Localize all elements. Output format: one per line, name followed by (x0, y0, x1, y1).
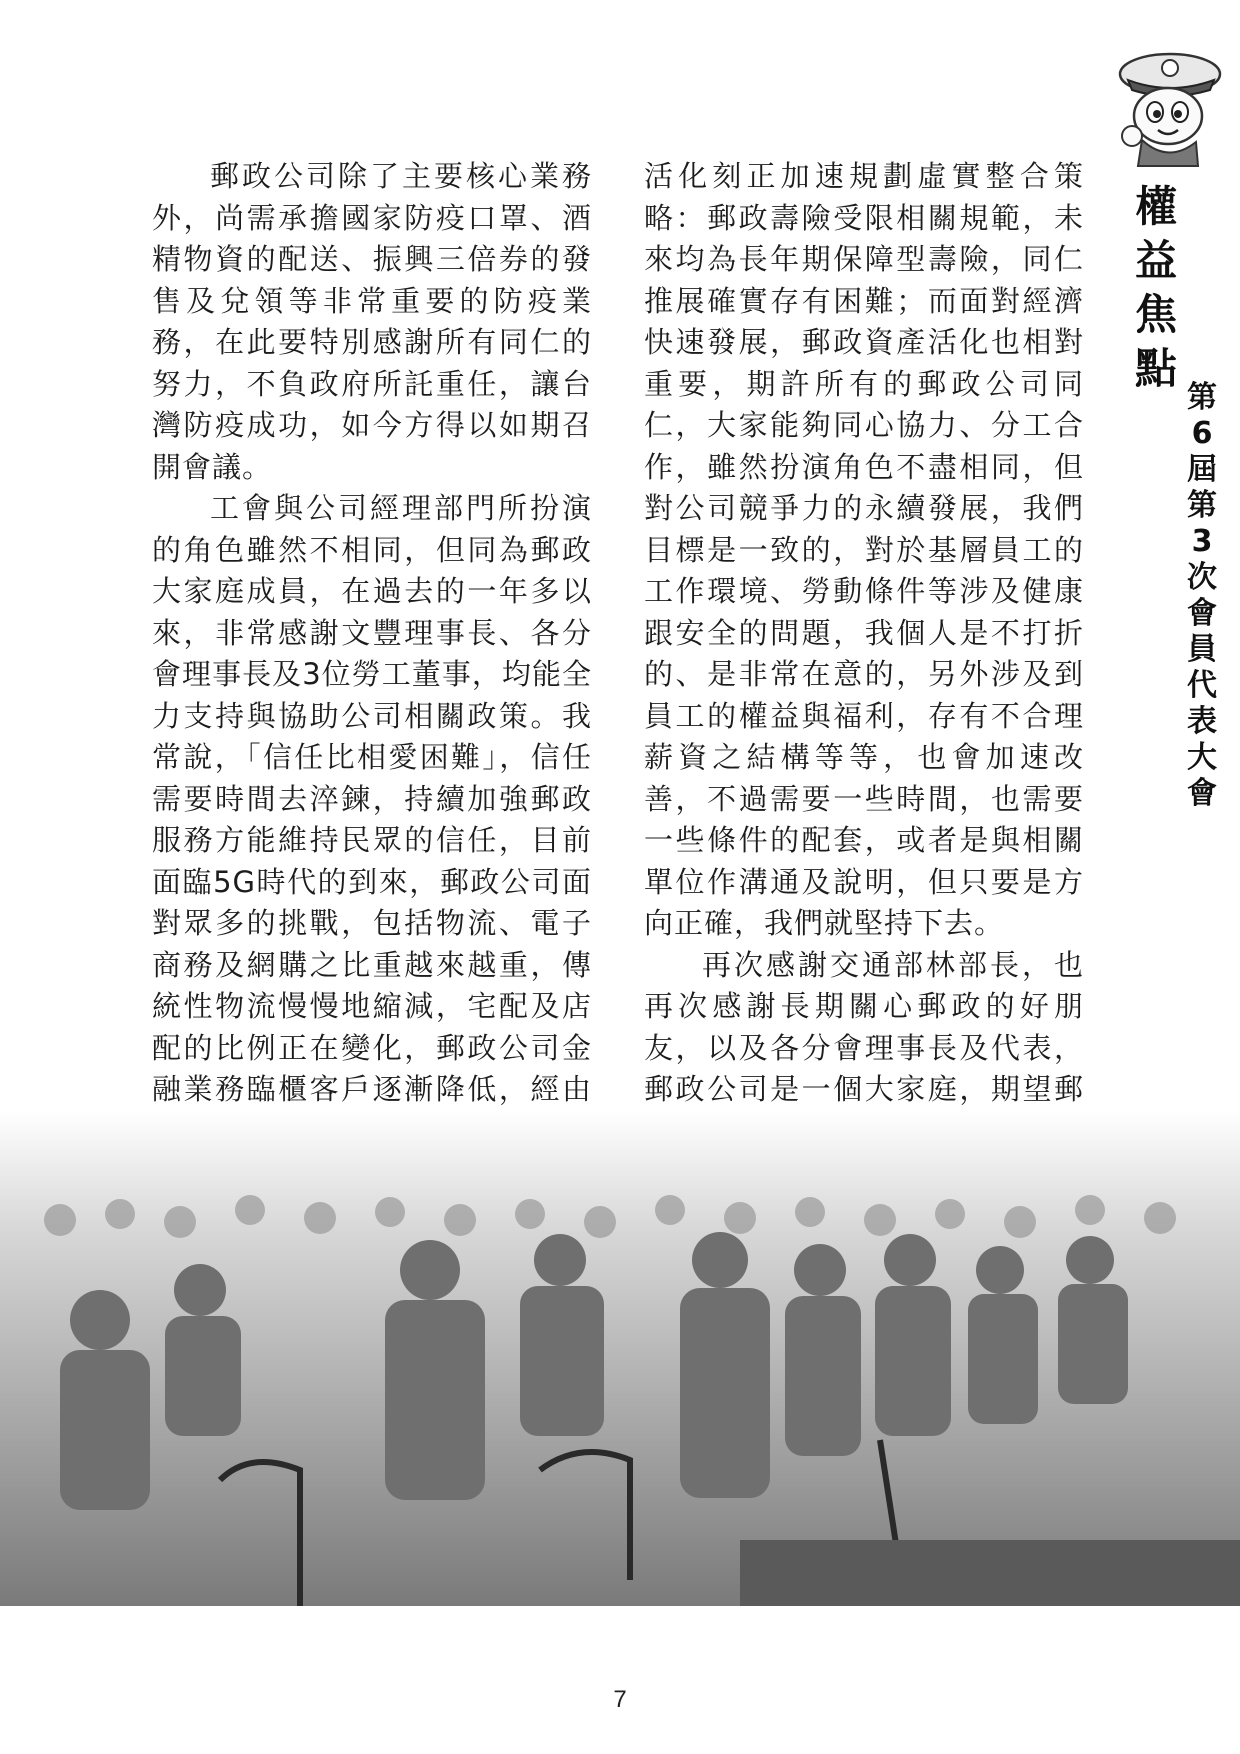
conference-audience-photo (0, 1110, 1240, 1606)
meeting-title-char: 第 (1187, 488, 1217, 523)
meeting-title-char: 大 (1187, 740, 1217, 775)
meeting-title-char: 代 (1187, 668, 1217, 703)
meeting-title-char: 會 (1187, 596, 1217, 631)
meeting-title-char: 第 (1187, 380, 1217, 415)
article-paragraph: 郵政公司除了主要核心業務外，尚需承擔國家防疫口罩、酒精物資的配送、振興三倍券的發售及兌領等非常重要的防疫業務，在此要特別感謝所有同仁的努力，不負政府所託重任，讓台灣防疫成功，如今方得以如期召開會議。 (152, 159, 592, 484)
mascot-illustration (1110, 40, 1228, 168)
section-title-char: 點 (1134, 344, 1177, 393)
meeting-title-char: 屆 (1187, 452, 1217, 487)
meeting-title-vertical (1182, 380, 1222, 812)
meeting-title-char: 會 (1187, 776, 1217, 811)
meeting-title-char: 員 (1187, 632, 1217, 667)
article-right-column (644, 156, 1084, 1235)
meeting-title-char: 3 (1191, 524, 1213, 559)
section-title-char: 權 (1134, 182, 1177, 231)
meeting-title-char: 6 (1191, 416, 1213, 451)
meeting-title-char: 次 (1187, 560, 1217, 595)
audience-photo-illustration (0, 1110, 1240, 1606)
section-title-vertical (1128, 180, 1184, 396)
section-title-char: 益 (1134, 236, 1177, 285)
article-paragraph: 工會與公司經理部門所扮演的角色雖然不相同，但同為郵政大家庭成員，在過去的一年多以來，非常感謝文豐理事長、各分會理事長及3位勞工董事，均能全力支持與協助公司相關政策。我常說，「信任比相愛困難」，信任需要時間去淬鍊，持續加強郵政服務方能維持民眾的信任，目前面臨5G時代的到來，郵政公司面對眾多的挑戰，包括物流、電子商務及網購之比重越來越重，傳統性物流慢慢地縮減，宅配及店配的比例正在變化，郵政公司金融業務臨櫃客戶逐漸降低，經由 (152, 491, 592, 1106)
article-paragraph-continued: 活化刻正加速規劃虛實整合策略：郵政壽險受限相關規範，未來均為長年期保障型壽險，同仁推展確實存有困難；而面對經濟快速發展，郵政資產活化也相對重要，期許所有的郵政公司同仁，大家能夠同心協力、分工合作，雖然扮演角色不盡相同，但對公司競爭力的永續發展，我們目標是一致的，對於基層員工的工作環境、勞動條件等涉及健康跟安全的問題，我個人是不打折的、是非常在意的，另外涉及到員工的權益與福利，存有不合理薪資之結構等等，也會加速改善，不過需要一些時間，也需要一些條件的配套，或者是與相關單位作溝通及說明，但只要是方向正確，我們就堅持下去。 (644, 159, 1084, 940)
section-title-char: 焦 (1134, 290, 1177, 339)
meeting-title-char: 表 (1187, 704, 1217, 739)
article-left-column (152, 156, 592, 1235)
article-paragraph: 再次感謝交通部林部長，也再次感謝長期關心郵政的好朋友，以及各分會理事長及代表，郵政公司是一個大家庭，期望郵 (644, 947, 1084, 1106)
page-number: 7 (613, 1686, 627, 1713)
postman-mascot-icon (1110, 40, 1228, 168)
